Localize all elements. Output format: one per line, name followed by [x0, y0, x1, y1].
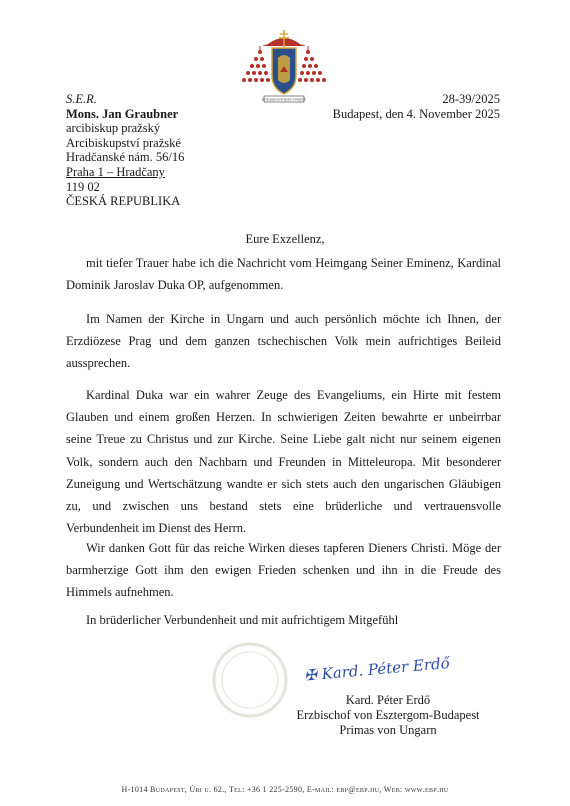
recipient-title: arcibiskup pražský	[66, 121, 161, 136]
signer-name: Kard. Péter Erdő	[345, 693, 431, 707]
letterhead-footer: H-1014 Budapest, Úri u. 62., Tel: +36 1 225-2590, E-mail: ebp@ebp.hu, Web: www.ebp.hu	[121, 785, 449, 794]
signer-role: Primas von Ungarn	[339, 722, 437, 737]
body-paragraph: mit tiefer Trauer habe ich die Nachricht vom Heimgang Seiner Eminenz, Kardinal Dominik Jaroslav Duka OP, aufgenommen.	[66, 256, 501, 293]
recipient-office: Arcibiskupství pražské	[66, 135, 181, 150]
recipient-district: Praha 1 – Hradčany	[66, 164, 165, 179]
handwritten-signature	[300, 650, 470, 686]
salutation: Eure Exzellenz,	[245, 232, 325, 246]
reference-number: 28-39/2025	[442, 92, 500, 106]
body-paragraph: Im Namen der Kirche in Ungarn und auch persönlich möchte ich Ihnen, der Erzdiözese Prag und dem ganzen tschechischen Volk mein aufrichtiges Beileid aussprechen.	[66, 312, 501, 371]
signer-title: Erzbischof von Esztergom-Budapest	[296, 707, 480, 722]
recipient-name: Mons. Jan Graubner	[66, 106, 179, 121]
recipient-postcode: 119 02	[66, 179, 100, 194]
signer-block	[283, 693, 493, 737]
body-paragraph: Kardinal Duka war ein wahrer Zeuge des Evangeliums, ein Hirte mit festem Glauben und einem großen Herzen. In schwierigen Zeiten bewahrte er unbeirrbar seine Treue zu Christus und zur Kirche. Seine Liebe galt nicht nur seinem eigenen Volk, sondern auch den Nachbarn und Freunden in Mitteleuropa. Mit besonderer Zuneigung und Wertschätzung wandte er sich stets auch den ungarischen Gläubigen zu, und zwischen uns bestand stets eine brüderliche und vertrauensvolle Verbundenheit im Dienst des Herrn.	[66, 388, 501, 536]
coat-of-arms-emblem	[238, 28, 330, 108]
recipient-address	[66, 92, 184, 209]
closing-line: In brüderlicher Verbundenheit und mit aufrichtigem Mitgefühl	[86, 613, 399, 627]
crest-motto: EGYÉ LESZ A NYÁJ ÉS EGY A PÁSZTOR	[262, 99, 306, 102]
signature-text: ✠ Kard. Péter Erdő	[303, 653, 451, 685]
recipient-country: ČESKÁ REPUBLIKA	[66, 194, 181, 209]
faint-seal-stamp	[210, 640, 290, 720]
body-paragraph: Wir danken Gott für das reiche Wirken dieses tapferen Dieners Christi. Möge der barmherzige Gott ihm den ewigen Frieden schenken und ihn in die Freude des Himmels aufnehmen.	[66, 541, 501, 600]
place-and-date: Budapest, den 4. November 2025	[332, 106, 500, 121]
reference-block	[333, 92, 500, 121]
recipient-honorific: S.E.R.	[66, 92, 97, 106]
recipient-street: Hradčanské nám. 56/16	[66, 150, 185, 165]
